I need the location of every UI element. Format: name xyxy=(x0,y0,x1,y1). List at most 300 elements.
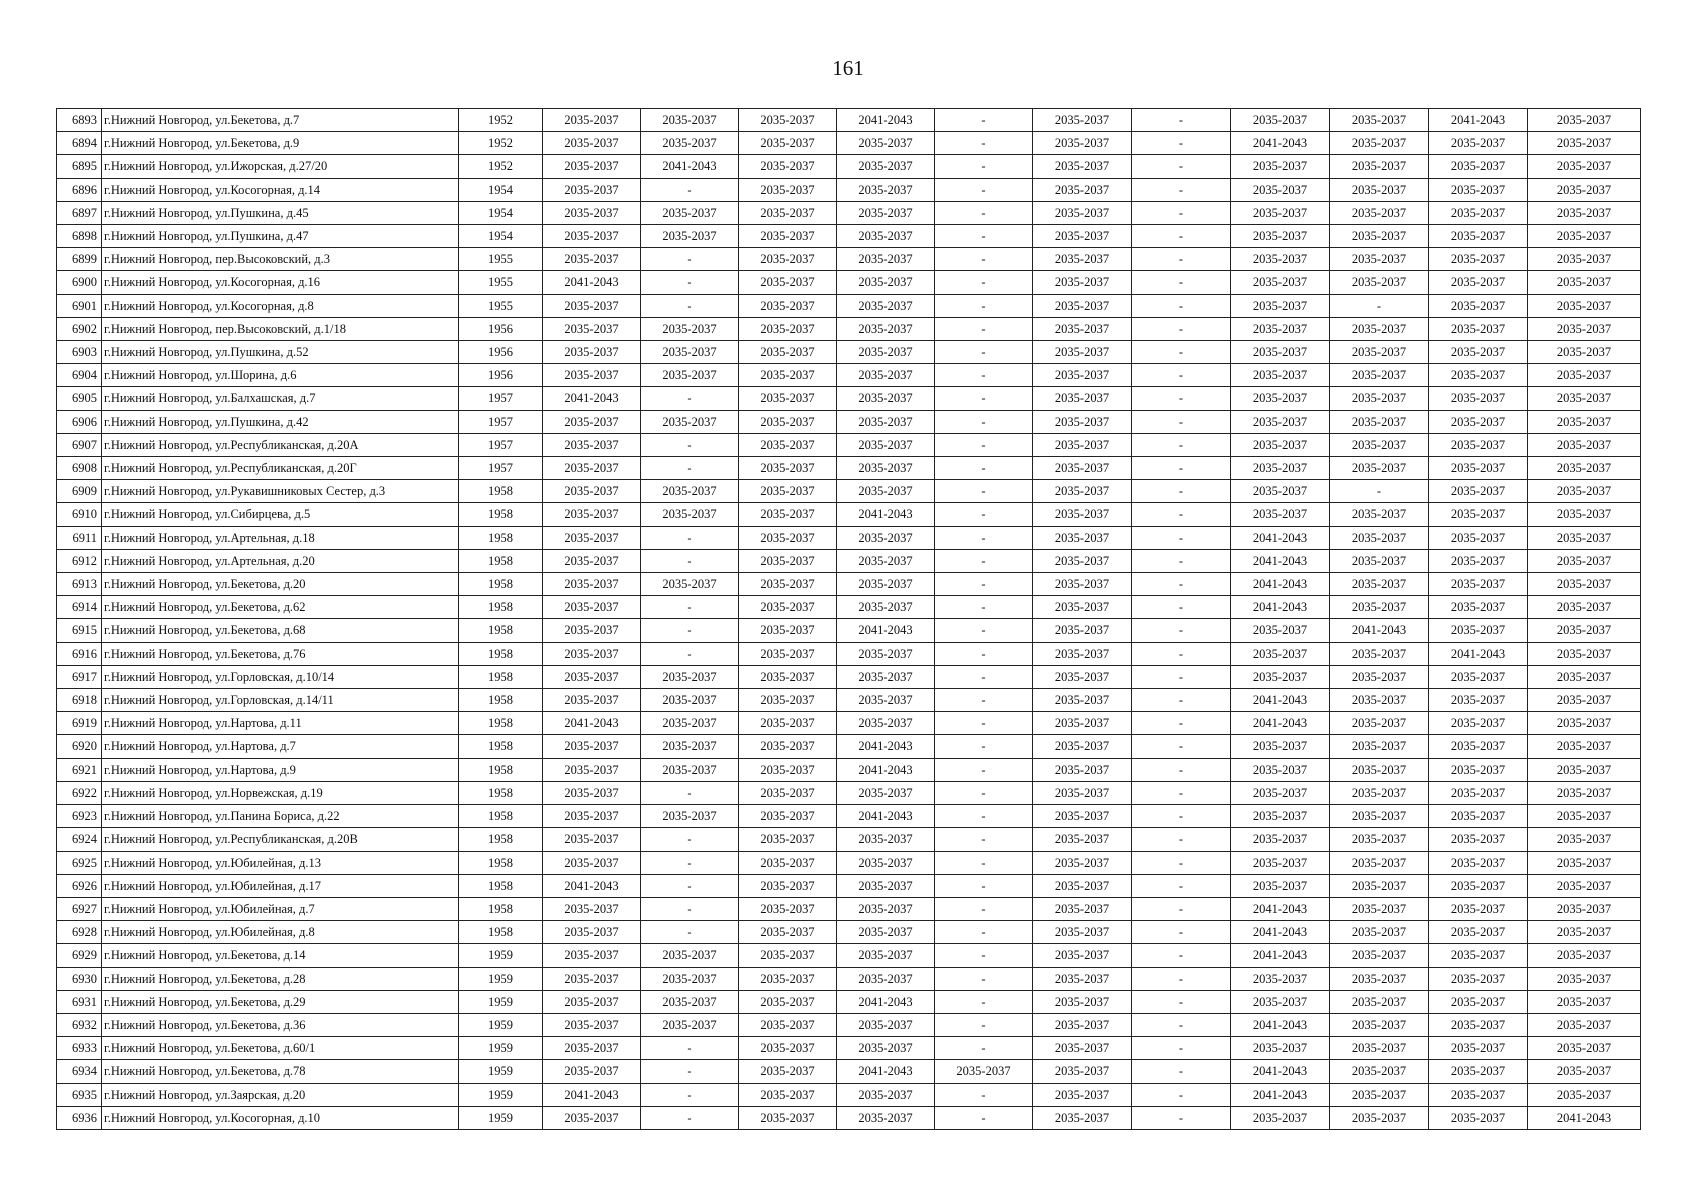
cell-row-number: 6906 xyxy=(57,410,102,433)
cell-year-built: 1957 xyxy=(459,457,543,480)
cell-period-col-8: 2035-2037 xyxy=(1231,1037,1330,1060)
cell-period-col-8: 2041-2043 xyxy=(1231,921,1330,944)
cell-period-col-2: - xyxy=(641,897,739,920)
cell-period-col-9: 2035-2037 xyxy=(1330,1013,1429,1036)
cell-period-col-3: 2035-2037 xyxy=(739,990,837,1013)
cell-period-col-6: 2035-2037 xyxy=(1033,573,1132,596)
cell-period-col-1: 2035-2037 xyxy=(543,1013,641,1036)
cell-year-built: 1958 xyxy=(459,526,543,549)
cell-year-built: 1958 xyxy=(459,642,543,665)
repair-schedule-table xyxy=(56,108,1641,1130)
cell-period-col-6: 2035-2037 xyxy=(1033,410,1132,433)
cell-period-col-8: 2041-2043 xyxy=(1231,596,1330,619)
cell-period-col-3: 2035-2037 xyxy=(739,178,837,201)
cell-period-col-5: - xyxy=(935,248,1033,271)
cell-period-col-7: - xyxy=(1132,1106,1231,1129)
table-row xyxy=(57,271,1641,294)
cell-row-number: 6933 xyxy=(57,1037,102,1060)
table-row xyxy=(57,944,1641,967)
cell-address: г.Нижний Новгород, ул.Бекетова, д.28 xyxy=(102,967,459,990)
cell-period-col-11: 2035-2037 xyxy=(1528,341,1641,364)
cell-row-number: 6935 xyxy=(57,1083,102,1106)
cell-period-col-2: - xyxy=(641,387,739,410)
cell-address: г.Нижний Новгород, ул.Бекетова, д.20 xyxy=(102,573,459,596)
cell-period-col-10: 2035-2037 xyxy=(1429,201,1528,224)
cell-period-col-11: 2035-2037 xyxy=(1528,457,1641,480)
cell-period-col-7: - xyxy=(1132,619,1231,642)
cell-period-col-2: - xyxy=(641,1106,739,1129)
cell-period-col-3: 2035-2037 xyxy=(739,109,837,132)
cell-period-col-8: 2035-2037 xyxy=(1231,433,1330,456)
cell-period-col-8: 2041-2043 xyxy=(1231,712,1330,735)
cell-period-col-10: 2035-2037 xyxy=(1429,944,1528,967)
cell-period-col-6: 2035-2037 xyxy=(1033,317,1132,340)
table-row xyxy=(57,503,1641,526)
cell-year-built: 1956 xyxy=(459,317,543,340)
cell-period-col-3: 2035-2037 xyxy=(739,805,837,828)
table-row xyxy=(57,433,1641,456)
cell-address: г.Нижний Новгород, ул.Нартова, д.7 xyxy=(102,735,459,758)
cell-year-built: 1957 xyxy=(459,433,543,456)
cell-row-number: 6914 xyxy=(57,596,102,619)
cell-address: г.Нижний Новгород, ул.Бекетова, д.68 xyxy=(102,619,459,642)
cell-year-built: 1959 xyxy=(459,1106,543,1129)
cell-address: г.Нижний Новгород, ул.Бекетова, д.7 xyxy=(102,109,459,132)
cell-period-col-8: 2035-2037 xyxy=(1231,201,1330,224)
cell-period-col-10: 2035-2037 xyxy=(1429,433,1528,456)
cell-period-col-11: 2035-2037 xyxy=(1528,433,1641,456)
cell-period-col-1: 2035-2037 xyxy=(543,155,641,178)
cell-period-col-7: - xyxy=(1132,874,1231,897)
cell-period-col-10: 2035-2037 xyxy=(1429,851,1528,874)
cell-period-col-7: - xyxy=(1132,1037,1231,1060)
cell-year-built: 1958 xyxy=(459,921,543,944)
cell-period-col-6: 2035-2037 xyxy=(1033,944,1132,967)
cell-period-col-11: 2035-2037 xyxy=(1528,387,1641,410)
cell-period-col-4: 2035-2037 xyxy=(837,317,935,340)
cell-period-col-8: 2035-2037 xyxy=(1231,271,1330,294)
cell-period-col-10: 2035-2037 xyxy=(1429,781,1528,804)
cell-period-col-8: 2035-2037 xyxy=(1231,387,1330,410)
table-row xyxy=(57,735,1641,758)
cell-period-col-4: 2041-2043 xyxy=(837,503,935,526)
cell-period-col-1: 2035-2037 xyxy=(543,805,641,828)
cell-period-col-5: - xyxy=(935,526,1033,549)
cell-period-col-10: 2035-2037 xyxy=(1429,317,1528,340)
cell-period-col-9: 2035-2037 xyxy=(1330,1060,1429,1083)
cell-period-col-2: - xyxy=(641,271,739,294)
cell-row-number: 6928 xyxy=(57,921,102,944)
cell-year-built: 1958 xyxy=(459,665,543,688)
cell-address: г.Нижний Новгород, ул.Республиканская, д.20А xyxy=(102,433,459,456)
cell-period-col-5: - xyxy=(935,990,1033,1013)
cell-address: г.Нижний Новгород, ул.Косогорная, д.10 xyxy=(102,1106,459,1129)
cell-period-col-9: 2035-2037 xyxy=(1330,828,1429,851)
cell-address: г.Нижний Новгород, ул.Юбилейная, д.7 xyxy=(102,897,459,920)
cell-row-number: 6897 xyxy=(57,201,102,224)
cell-period-col-10: 2035-2037 xyxy=(1429,271,1528,294)
cell-period-col-11: 2035-2037 xyxy=(1528,944,1641,967)
cell-row-number: 6915 xyxy=(57,619,102,642)
cell-year-built: 1955 xyxy=(459,248,543,271)
cell-address: г.Нижний Новгород, ул.Артельная, д.20 xyxy=(102,549,459,572)
cell-period-col-1: 2035-2037 xyxy=(543,781,641,804)
cell-period-col-5: - xyxy=(935,433,1033,456)
cell-period-col-5: - xyxy=(935,619,1033,642)
cell-period-col-8: 2035-2037 xyxy=(1231,109,1330,132)
cell-period-col-7: - xyxy=(1132,596,1231,619)
cell-period-col-9: 2035-2037 xyxy=(1330,642,1429,665)
cell-year-built: 1958 xyxy=(459,503,543,526)
cell-period-col-3: 2035-2037 xyxy=(739,248,837,271)
cell-period-col-2: 2035-2037 xyxy=(641,480,739,503)
cell-period-col-2: - xyxy=(641,1060,739,1083)
cell-period-col-3: 2035-2037 xyxy=(739,155,837,178)
cell-period-col-9: 2035-2037 xyxy=(1330,967,1429,990)
cell-period-col-4: 2035-2037 xyxy=(837,132,935,155)
cell-period-col-10: 2035-2037 xyxy=(1429,132,1528,155)
cell-period-col-6: 2035-2037 xyxy=(1033,1083,1132,1106)
cell-period-col-3: 2035-2037 xyxy=(739,132,837,155)
cell-period-col-1: 2035-2037 xyxy=(543,549,641,572)
cell-period-col-3: 2035-2037 xyxy=(739,619,837,642)
cell-row-number: 6930 xyxy=(57,967,102,990)
cell-period-col-6: 2035-2037 xyxy=(1033,526,1132,549)
table-row xyxy=(57,781,1641,804)
cell-period-col-6: 2035-2037 xyxy=(1033,480,1132,503)
cell-period-col-5: - xyxy=(935,689,1033,712)
cell-period-col-10: 2035-2037 xyxy=(1429,735,1528,758)
cell-row-number: 6895 xyxy=(57,155,102,178)
cell-period-col-5: - xyxy=(935,665,1033,688)
cell-period-col-3: 2035-2037 xyxy=(739,665,837,688)
table-row xyxy=(57,480,1641,503)
cell-period-col-1: 2035-2037 xyxy=(543,1060,641,1083)
table-row xyxy=(57,874,1641,897)
table-row xyxy=(57,990,1641,1013)
cell-period-col-8: 2041-2043 xyxy=(1231,573,1330,596)
cell-period-col-4: 2041-2043 xyxy=(837,805,935,828)
cell-address: г.Нижний Новгород, ул.Пушкина, д.47 xyxy=(102,225,459,248)
cell-period-col-4: 2035-2037 xyxy=(837,155,935,178)
cell-year-built: 1958 xyxy=(459,897,543,920)
cell-period-col-9: 2035-2037 xyxy=(1330,689,1429,712)
cell-period-col-4: 2035-2037 xyxy=(837,874,935,897)
cell-period-col-11: 2035-2037 xyxy=(1528,503,1641,526)
cell-period-col-4: 2035-2037 xyxy=(837,549,935,572)
cell-period-col-1: 2035-2037 xyxy=(543,967,641,990)
cell-period-col-3: 2035-2037 xyxy=(739,944,837,967)
cell-period-col-10: 2035-2037 xyxy=(1429,178,1528,201)
cell-period-col-9: 2035-2037 xyxy=(1330,897,1429,920)
cell-period-col-3: 2035-2037 xyxy=(739,897,837,920)
cell-period-col-11: 2035-2037 xyxy=(1528,225,1641,248)
cell-address: г.Нижний Новгород, ул.Бекетова, д.76 xyxy=(102,642,459,665)
cell-period-col-7: - xyxy=(1132,201,1231,224)
cell-address: г.Нижний Новгород, ул.Норвежская, д.19 xyxy=(102,781,459,804)
cell-period-col-3: 2035-2037 xyxy=(739,433,837,456)
cell-period-col-11: 2041-2043 xyxy=(1528,1106,1641,1129)
cell-period-col-8: 2035-2037 xyxy=(1231,503,1330,526)
table-row xyxy=(57,851,1641,874)
cell-period-col-6: 2035-2037 xyxy=(1033,642,1132,665)
cell-year-built: 1959 xyxy=(459,990,543,1013)
table-row xyxy=(57,921,1641,944)
cell-row-number: 6927 xyxy=(57,897,102,920)
cell-period-col-4: 2041-2043 xyxy=(837,109,935,132)
cell-period-col-2: 2035-2037 xyxy=(641,317,739,340)
cell-row-number: 6894 xyxy=(57,132,102,155)
cell-period-col-7: - xyxy=(1132,109,1231,132)
cell-period-col-6: 2035-2037 xyxy=(1033,689,1132,712)
cell-year-built: 1958 xyxy=(459,573,543,596)
cell-period-col-11: 2035-2037 xyxy=(1528,1037,1641,1060)
cell-period-col-9: 2035-2037 xyxy=(1330,1037,1429,1060)
cell-period-col-11: 2035-2037 xyxy=(1528,897,1641,920)
cell-period-col-11: 2035-2037 xyxy=(1528,573,1641,596)
cell-year-built: 1955 xyxy=(459,294,543,317)
cell-period-col-4: 2035-2037 xyxy=(837,596,935,619)
cell-period-col-9: 2035-2037 xyxy=(1330,225,1429,248)
cell-year-built: 1957 xyxy=(459,387,543,410)
table-row xyxy=(57,109,1641,132)
cell-period-col-8: 2035-2037 xyxy=(1231,410,1330,433)
cell-period-col-6: 2035-2037 xyxy=(1033,201,1132,224)
cell-period-col-9: 2035-2037 xyxy=(1330,874,1429,897)
cell-period-col-4: 2035-2037 xyxy=(837,364,935,387)
cell-period-col-7: - xyxy=(1132,781,1231,804)
cell-year-built: 1959 xyxy=(459,944,543,967)
cell-period-col-6: 2035-2037 xyxy=(1033,712,1132,735)
cell-period-col-3: 2035-2037 xyxy=(739,735,837,758)
cell-period-col-10: 2035-2037 xyxy=(1429,1060,1528,1083)
cell-period-col-11: 2035-2037 xyxy=(1528,201,1641,224)
cell-period-col-8: 2041-2043 xyxy=(1231,897,1330,920)
cell-period-col-2: - xyxy=(641,433,739,456)
cell-period-col-4: 2035-2037 xyxy=(837,433,935,456)
cell-period-col-3: 2035-2037 xyxy=(739,457,837,480)
cell-row-number: 6919 xyxy=(57,712,102,735)
cell-period-col-10: 2035-2037 xyxy=(1429,665,1528,688)
cell-period-col-6: 2035-2037 xyxy=(1033,109,1132,132)
cell-period-col-5: - xyxy=(935,851,1033,874)
cell-period-col-2: 2035-2037 xyxy=(641,805,739,828)
cell-period-col-3: 2035-2037 xyxy=(739,549,837,572)
cell-period-col-3: 2035-2037 xyxy=(739,689,837,712)
cell-period-col-7: - xyxy=(1132,549,1231,572)
cell-period-col-11: 2035-2037 xyxy=(1528,294,1641,317)
cell-period-col-11: 2035-2037 xyxy=(1528,828,1641,851)
cell-period-col-1: 2041-2043 xyxy=(543,271,641,294)
cell-period-col-5: - xyxy=(935,897,1033,920)
cell-period-col-7: - xyxy=(1132,712,1231,735)
cell-address: г.Нижний Новгород, ул.Ижорская, д.27/20 xyxy=(102,155,459,178)
cell-period-col-10: 2035-2037 xyxy=(1429,874,1528,897)
cell-period-col-11: 2035-2037 xyxy=(1528,132,1641,155)
cell-period-col-9: 2041-2043 xyxy=(1330,619,1429,642)
cell-period-col-1: 2035-2037 xyxy=(543,178,641,201)
cell-period-col-8: 2035-2037 xyxy=(1231,317,1330,340)
cell-period-col-4: 2035-2037 xyxy=(837,1106,935,1129)
cell-period-col-11: 2035-2037 xyxy=(1528,410,1641,433)
cell-period-col-3: 2035-2037 xyxy=(739,573,837,596)
cell-period-col-9: 2035-2037 xyxy=(1330,341,1429,364)
cell-period-col-2: - xyxy=(641,851,739,874)
cell-period-col-9: 2035-2037 xyxy=(1330,132,1429,155)
cell-period-col-9: 2035-2037 xyxy=(1330,109,1429,132)
cell-period-col-2: - xyxy=(641,457,739,480)
cell-address: г.Нижний Новгород, ул.Бекетова, д.78 xyxy=(102,1060,459,1083)
cell-row-number: 6911 xyxy=(57,526,102,549)
cell-period-col-1: 2035-2037 xyxy=(543,457,641,480)
cell-period-col-5: - xyxy=(935,387,1033,410)
cell-period-col-5: - xyxy=(935,271,1033,294)
cell-period-col-6: 2035-2037 xyxy=(1033,132,1132,155)
cell-period-col-8: 2035-2037 xyxy=(1231,364,1330,387)
cell-year-built: 1957 xyxy=(459,410,543,433)
cell-period-col-3: 2035-2037 xyxy=(739,364,837,387)
cell-period-col-4: 2035-2037 xyxy=(837,1013,935,1036)
cell-period-col-8: 2035-2037 xyxy=(1231,874,1330,897)
cell-period-col-9: 2035-2037 xyxy=(1330,271,1429,294)
cell-period-col-4: 2035-2037 xyxy=(837,665,935,688)
cell-period-col-8: 2041-2043 xyxy=(1231,1013,1330,1036)
cell-row-number: 6896 xyxy=(57,178,102,201)
cell-period-col-1: 2041-2043 xyxy=(543,387,641,410)
cell-period-col-2: 2035-2037 xyxy=(641,665,739,688)
cell-period-col-2: 2035-2037 xyxy=(641,410,739,433)
cell-address: г.Нижний Новгород, ул.Бекетова, д.62 xyxy=(102,596,459,619)
cell-period-col-8: 2041-2043 xyxy=(1231,1083,1330,1106)
cell-address: г.Нижний Новгород, пер.Высоковский, д.1/18 xyxy=(102,317,459,340)
cell-period-col-9: 2035-2037 xyxy=(1330,573,1429,596)
cell-period-col-5: - xyxy=(935,364,1033,387)
cell-period-col-1: 2041-2043 xyxy=(543,874,641,897)
cell-year-built: 1955 xyxy=(459,271,543,294)
cell-period-col-5: - xyxy=(935,225,1033,248)
cell-row-number: 6902 xyxy=(57,317,102,340)
cell-period-col-8: 2035-2037 xyxy=(1231,758,1330,781)
cell-period-col-5: - xyxy=(935,155,1033,178)
cell-period-col-5: - xyxy=(935,294,1033,317)
cell-period-col-10: 2035-2037 xyxy=(1429,990,1528,1013)
cell-period-col-11: 2035-2037 xyxy=(1528,735,1641,758)
table-row xyxy=(57,1106,1641,1129)
cell-period-col-6: 2035-2037 xyxy=(1033,990,1132,1013)
cell-period-col-9: 2035-2037 xyxy=(1330,712,1429,735)
cell-period-col-4: 2035-2037 xyxy=(837,526,935,549)
cell-period-col-4: 2035-2037 xyxy=(837,457,935,480)
cell-period-col-10: 2035-2037 xyxy=(1429,1106,1528,1129)
cell-period-col-10: 2035-2037 xyxy=(1429,294,1528,317)
table-row xyxy=(57,596,1641,619)
cell-address: г.Нижний Новгород, ул.Шорина, д.6 xyxy=(102,364,459,387)
cell-period-col-4: 2035-2037 xyxy=(837,225,935,248)
cell-row-number: 6921 xyxy=(57,758,102,781)
cell-period-col-3: 2035-2037 xyxy=(739,1106,837,1129)
cell-row-number: 6901 xyxy=(57,294,102,317)
cell-period-col-7: - xyxy=(1132,294,1231,317)
cell-period-col-1: 2035-2037 xyxy=(543,433,641,456)
cell-period-col-1: 2035-2037 xyxy=(543,596,641,619)
cell-period-col-9: 2035-2037 xyxy=(1330,433,1429,456)
cell-period-col-2: 2035-2037 xyxy=(641,735,739,758)
cell-period-col-2: - xyxy=(641,828,739,851)
cell-row-number: 6909 xyxy=(57,480,102,503)
table-body xyxy=(57,109,1641,1130)
cell-period-col-3: 2035-2037 xyxy=(739,851,837,874)
cell-row-number: 6907 xyxy=(57,433,102,456)
cell-period-col-6: 2035-2037 xyxy=(1033,1013,1132,1036)
cell-period-col-3: 2035-2037 xyxy=(739,1060,837,1083)
cell-period-col-11: 2035-2037 xyxy=(1528,967,1641,990)
cell-period-col-8: 2035-2037 xyxy=(1231,178,1330,201)
cell-period-col-2: 2035-2037 xyxy=(641,689,739,712)
table-row xyxy=(57,225,1641,248)
cell-period-col-7: - xyxy=(1132,1013,1231,1036)
cell-period-col-5: - xyxy=(935,642,1033,665)
cell-year-built: 1952 xyxy=(459,155,543,178)
cell-period-col-8: 2035-2037 xyxy=(1231,294,1330,317)
cell-period-col-4: 2035-2037 xyxy=(837,573,935,596)
table-row xyxy=(57,341,1641,364)
cell-period-col-11: 2035-2037 xyxy=(1528,1083,1641,1106)
cell-row-number: 6924 xyxy=(57,828,102,851)
cell-period-col-10: 2035-2037 xyxy=(1429,248,1528,271)
cell-period-col-6: 2035-2037 xyxy=(1033,341,1132,364)
cell-period-col-7: - xyxy=(1132,735,1231,758)
cell-period-col-9: 2035-2037 xyxy=(1330,735,1429,758)
cell-period-col-7: - xyxy=(1132,132,1231,155)
cell-period-col-3: 2035-2037 xyxy=(739,271,837,294)
cell-period-col-2: - xyxy=(641,248,739,271)
table-row xyxy=(57,410,1641,433)
cell-row-number: 6918 xyxy=(57,689,102,712)
cell-period-col-9: 2035-2037 xyxy=(1330,317,1429,340)
cell-period-col-7: - xyxy=(1132,990,1231,1013)
cell-period-col-8: 2035-2037 xyxy=(1231,642,1330,665)
cell-address: г.Нижний Новгород, ул.Бекетова, д.14 xyxy=(102,944,459,967)
cell-year-built: 1959 xyxy=(459,1013,543,1036)
cell-year-built: 1958 xyxy=(459,851,543,874)
table-row xyxy=(57,132,1641,155)
cell-period-col-3: 2035-2037 xyxy=(739,387,837,410)
cell-row-number: 6929 xyxy=(57,944,102,967)
cell-year-built: 1952 xyxy=(459,132,543,155)
cell-row-number: 6905 xyxy=(57,387,102,410)
cell-period-col-9: 2035-2037 xyxy=(1330,781,1429,804)
cell-period-col-11: 2035-2037 xyxy=(1528,805,1641,828)
cell-period-col-5: - xyxy=(935,178,1033,201)
cell-period-col-10: 2035-2037 xyxy=(1429,805,1528,828)
cell-period-col-1: 2035-2037 xyxy=(543,921,641,944)
cell-period-col-9: 2035-2037 xyxy=(1330,549,1429,572)
cell-period-col-4: 2035-2037 xyxy=(837,341,935,364)
cell-period-col-7: - xyxy=(1132,178,1231,201)
cell-period-col-11: 2035-2037 xyxy=(1528,596,1641,619)
cell-period-col-2: 2035-2037 xyxy=(641,364,739,387)
cell-period-col-11: 2035-2037 xyxy=(1528,642,1641,665)
cell-address: г.Нижний Новгород, ул.Бекетова, д.29 xyxy=(102,990,459,1013)
cell-period-col-10: 2035-2037 xyxy=(1429,619,1528,642)
cell-period-col-2: 2035-2037 xyxy=(641,132,739,155)
cell-period-col-5: - xyxy=(935,735,1033,758)
cell-period-col-11: 2035-2037 xyxy=(1528,317,1641,340)
table-row xyxy=(57,758,1641,781)
table-row xyxy=(57,248,1641,271)
cell-period-col-2: 2035-2037 xyxy=(641,573,739,596)
cell-period-col-6: 2035-2037 xyxy=(1033,294,1132,317)
